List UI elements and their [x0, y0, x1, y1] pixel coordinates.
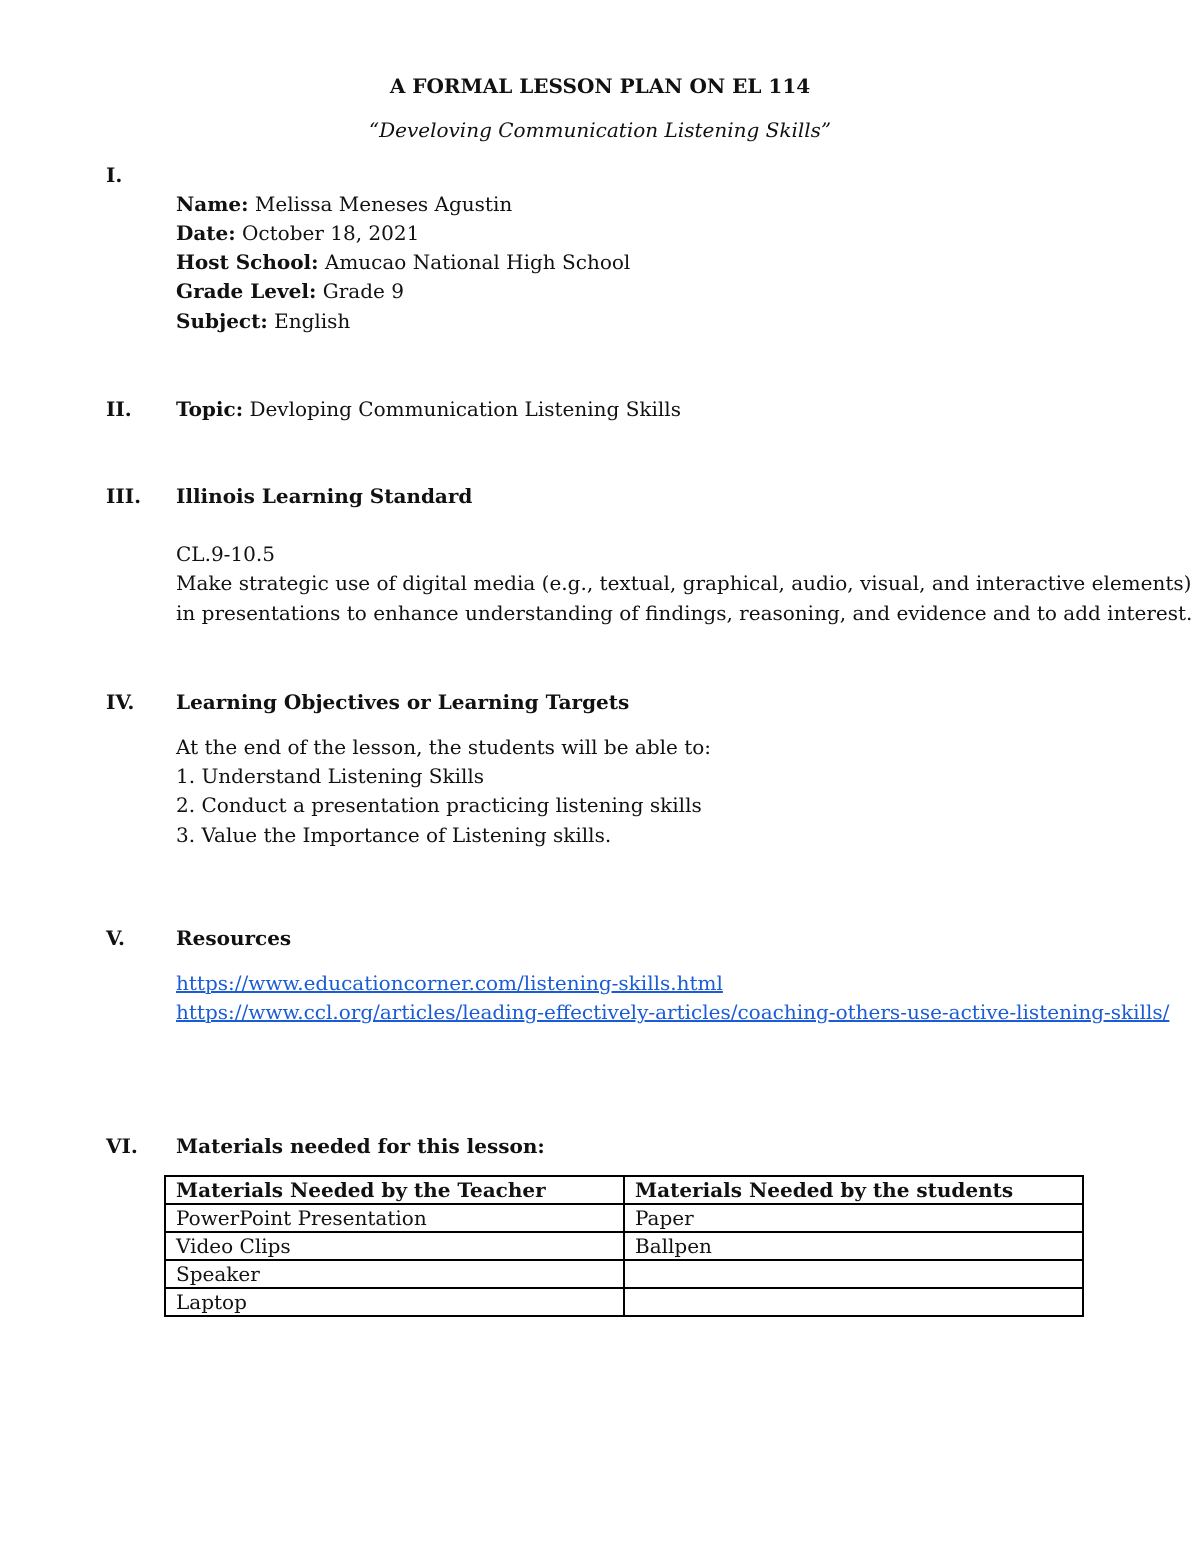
table-header-row	[165, 1176, 1083, 1204]
table-cell: Speaker	[165, 1260, 624, 1288]
field-host-school	[176, 250, 630, 274]
topic-line	[176, 397, 681, 421]
objective-item: 3. Value the Importance of Listening skills.	[176, 823, 612, 847]
field-label: Host School:	[176, 250, 319, 274]
topic-value: Devloping Communication Listening Skills	[249, 397, 681, 421]
table-cell	[624, 1260, 1083, 1288]
table-cell: Laptop	[165, 1288, 624, 1316]
table-cell: PowerPoint Presentation	[165, 1204, 624, 1232]
standard-text-line: Make strategic use of digital media (e.g., textual, graphical, audio, visual, and interactive elements)	[176, 571, 1192, 595]
section-number-2: II.	[106, 397, 132, 421]
table-cell: Video Clips	[165, 1232, 624, 1260]
objective-item: 1. Understand Listening Skills	[176, 764, 485, 788]
resource-link[interactable]: https://www.ccl.org/articles/leading-effectively-articles/coaching-others-use-active-listening-skills/	[176, 1000, 1170, 1024]
field-value: Amucao National High School	[324, 250, 631, 274]
table-row	[165, 1260, 1083, 1288]
field-value: English	[274, 309, 351, 333]
standard-text-line: in presentations to enhance understanding of findings, reasoning, and evidence and to add interest.	[176, 601, 1193, 625]
table-cell: Ballpen	[624, 1232, 1083, 1260]
table-cell: Paper	[624, 1204, 1083, 1232]
field-subject	[176, 309, 350, 333]
field-label: Name:	[176, 192, 249, 216]
section-number-5: V.	[106, 926, 125, 950]
field-value: October 18, 2021	[242, 221, 420, 245]
field-grade-level	[176, 279, 404, 303]
section-number-3: III.	[106, 484, 142, 508]
field-value: Grade 9	[322, 279, 404, 303]
section-heading-standard: Illinois Learning Standard	[176, 484, 473, 508]
field-name	[176, 192, 512, 216]
objective-item: 2. Conduct a presentation practicing listening skills	[176, 793, 702, 817]
section-number-1: I.	[106, 163, 123, 187]
field-label: Subject:	[176, 309, 268, 333]
table-header-students: Materials Needed by the students	[624, 1176, 1083, 1204]
objectives-intro: At the end of the lesson, the students will be able to:	[176, 735, 712, 759]
section-heading-materials: Materials needed for this lesson:	[176, 1134, 545, 1158]
standard-code: CL.9-10.5	[176, 542, 275, 566]
table-row	[165, 1204, 1083, 1232]
resource-link[interactable]: https://www.educationcorner.com/listening-skills.html	[176, 971, 723, 995]
document-title: A FORMAL LESSON PLAN ON EL 114	[389, 74, 811, 98]
field-label: Grade Level:	[176, 279, 317, 303]
materials-table	[164, 1175, 1084, 1317]
table-row	[165, 1288, 1083, 1316]
section-number-4: IV.	[106, 690, 135, 714]
field-date	[176, 221, 419, 245]
section-heading-resources: Resources	[176, 926, 292, 950]
section-heading-objectives: Learning Objectives or Learning Targets	[176, 690, 630, 714]
field-label: Date:	[176, 221, 236, 245]
table-cell	[624, 1288, 1083, 1316]
topic-label: Topic:	[176, 397, 244, 421]
table-row	[165, 1232, 1083, 1260]
document-subtitle: “Develoving Communication Listening Skills”	[368, 118, 832, 142]
field-value: Melissa Meneses Agustin	[254, 192, 513, 216]
table-header-teacher: Materials Needed by the Teacher	[165, 1176, 624, 1204]
section-number-6: VI.	[106, 1134, 138, 1158]
